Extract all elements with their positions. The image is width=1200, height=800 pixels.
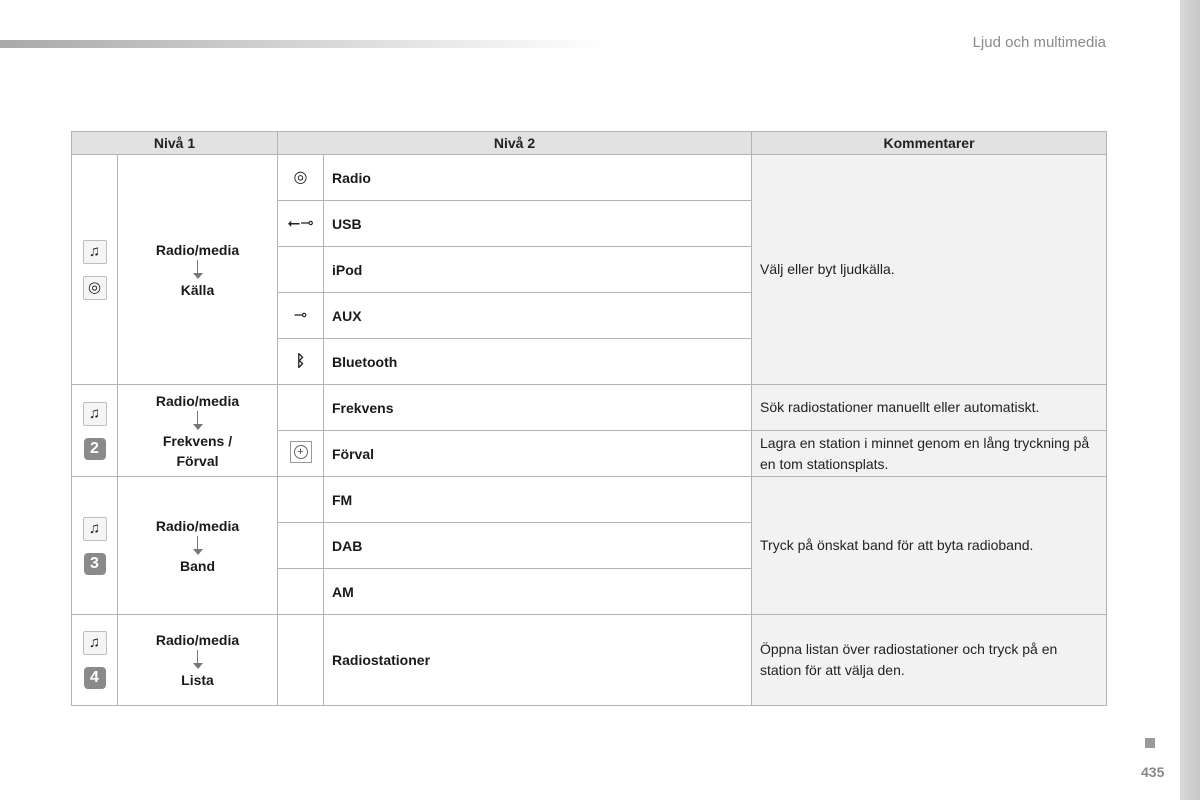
level1-cell [118,155,278,385]
arrow-down-icon [193,536,203,556]
level1-icons-cell [72,477,118,615]
comment-cell: Välj eller byt ljudkälla. [752,155,1107,385]
level1-cell [118,385,278,477]
level1-icons-cell [72,615,118,706]
level1-top-label: Radio/media [155,632,240,648]
number-2-badge: 2 [84,438,106,460]
level2-icon-cell [278,155,324,201]
comment-cell: Lagra en station i minnet genom en lång tryckning på en tom stationsplats. [752,431,1107,477]
level1-icons-cell [72,155,118,385]
level2-icon-cell [278,293,324,339]
level1-icons-cell [72,385,118,477]
level2-icon-cell [278,201,324,247]
number-3-badge: 3 [84,553,106,575]
level2-label: Radiostationer [324,615,752,706]
music-note-icon: ♫ [83,240,107,264]
level1-top-label: Radio/media [155,241,240,258]
level2-label: Frekvens [324,385,752,431]
section-title: Ljud och multimedia [972,34,1106,51]
arrow-down-icon [193,260,203,280]
level2-icon-cell [278,523,324,569]
table-row [72,155,1107,201]
page-edge-bar [1180,0,1200,800]
page-marker [1145,738,1155,748]
level2-label: AUX [324,293,752,339]
level2-label: Förval [324,431,752,477]
arrow-down-icon [193,650,203,670]
level1-bottom-label: Frekvens / [162,432,233,449]
table-row [72,385,1107,431]
level1-bottom-label: Band [180,557,215,574]
level1-bottom-label: Lista [181,672,214,688]
comment-cell: Sök radiostationer manuellt eller automatiskt. [752,385,1107,431]
column-header-level1: Nivå 1 [72,132,278,155]
level2-label: FM [324,477,752,523]
level1-bottom-label: Förval [176,452,219,469]
table-header-row [72,132,1107,155]
header-gradient-bar [0,40,610,48]
level1-bottom-label: Källa [180,281,215,298]
music-note-icon: ♫ [83,402,107,426]
column-header-level2: Nivå 2 [278,132,752,155]
level2-icon-cell [278,569,324,615]
level2-icon-cell [278,247,324,293]
radio-signal-icon: ◎ [83,276,107,300]
comment-cell: Tryck på önskat band för att byta radioband. [752,477,1107,615]
preset-add-icon: + [290,441,312,463]
table-row [72,615,1107,706]
level2-label: Radio [324,155,752,201]
menu-table [71,131,1107,706]
level2-label: USB [324,201,752,247]
level2-icon-cell [278,431,324,477]
level2-icon-cell [278,385,324,431]
level2-label: DAB [324,523,752,569]
comment-cell: Öppna listan över radiostationer och tryck på en station för att välja den. [752,615,1107,706]
level2-icon-cell [278,339,324,385]
music-note-icon: ♫ [83,631,107,655]
level2-label: AM [324,569,752,615]
level2-label: Bluetooth [324,339,752,385]
aux-cable-icon: ⊸ [293,306,308,324]
page-number: 435 [1141,764,1165,780]
usb-icon: ⭠⊸ [287,214,314,232]
table-row [72,477,1107,523]
level1-top-label: Radio/media [155,517,240,534]
level1-cell [118,477,278,615]
level2-icon-cell [278,477,324,523]
music-note-icon: ♫ [83,517,107,541]
level1-cell [118,615,278,706]
column-header-comments: Kommentarer [752,132,1107,155]
arrow-down-icon [193,411,203,431]
number-4-badge: 4 [84,667,106,689]
level1-top-label: Radio/media [155,392,240,409]
level2-label: iPod [324,247,752,293]
radio-signal-icon: ◎ [293,168,308,186]
level2-icon-cell [278,615,324,706]
bluetooth-icon: ᛒ [295,352,306,370]
